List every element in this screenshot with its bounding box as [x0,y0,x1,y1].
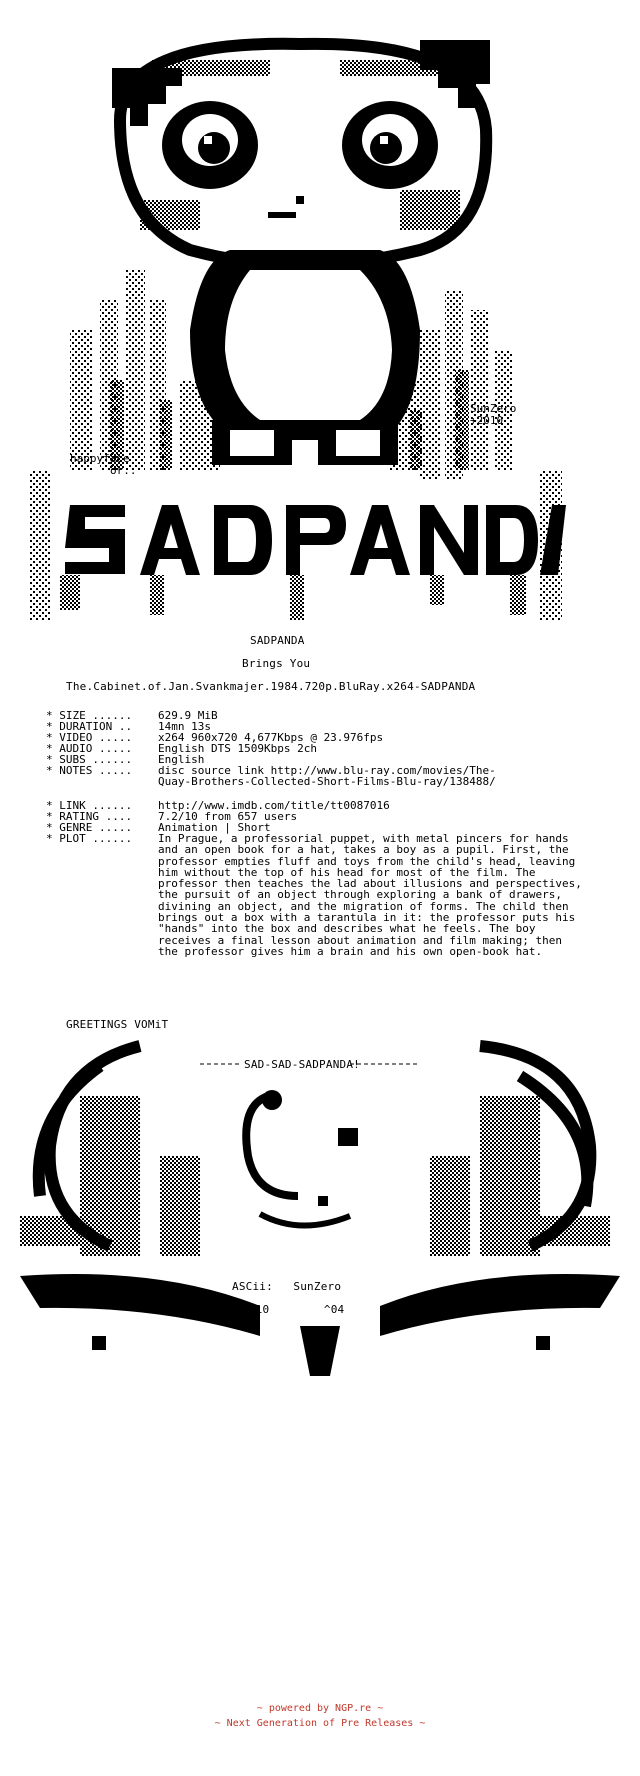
panda-mouth [268,196,304,218]
info-row: * RATING .... 7.2/10 from 657 users [46,810,298,823]
info-row: * PLOT ...... [46,832,133,845]
art-signature: SunZero +2010 [470,402,517,427]
spec-row: * NOTES ..... disc source link http://www.blu-ray.com/movies/The- [46,764,496,777]
octo-dither [20,1096,610,1256]
panda-eyes [162,101,438,189]
banner-text: SAD-SAD-SADPANDA! [244,1058,360,1071]
spec-row: * SIZE ...... 629.9 MiB [46,709,218,722]
panda-body [190,250,420,465]
greetings: GREETINGS VOMiT [66,1018,169,1031]
spec-row: * AUDIO ..... English DTS 1509Kbps 2ch [46,742,317,755]
footer-tagline: ~ Next Generation of Pre Releases ~ [214,1718,426,1729]
art-tagline: happyface or.. [70,452,137,477]
info-row: * GENRE ..... Animation | Short [46,821,271,834]
brings-you: Brings You [242,657,311,670]
spec-row: * DURATION .. 14mn 13s [46,720,211,733]
bottom-ascii-art [0,1036,640,1376]
ascii-credit: ASCii: SunZero [232,1280,342,1293]
info-row: * LINK ...... http://www.imdb.com/title/tt0087016 [46,799,390,812]
ascii-year: 2010 ^04 [242,1303,345,1316]
spec-row: * VIDEO ..... x264 960x720 4,677Kbps @ 23.976fps [46,731,384,744]
footer-powered: ~ powered by NGP.re ~ [256,1703,384,1714]
group-name: SADPANDA [250,634,305,647]
imdb-link[interactable]: http://www.imdb.com/title/tt0087016 [158,799,390,812]
spec-row: * SUBS ...... English [46,753,205,766]
logo-drips [60,575,526,620]
panda-ears [112,40,490,126]
sadpanda-logo [65,505,566,575]
octo-face [246,1090,358,1226]
spec-row: Quay-Brothers-Collected-Short-Films-Blu-ray/138488/ [158,775,496,788]
plot-text: In Prague, a professorial puppet, with metal pincers for hands and an open book for a hat, takes a boy as a pupil. First, the professor empties fluff and toys from the child's head, leaving him without the top of his head for most of the film. The professor then teaches the lad about illusions and perspectives, the pursuit of an object through exploring a bank of drawers, divining an object, and the migration of forms. The child then brings out a box with a tarantula in it: the professor puts his "hands" into the box and describes what he feels. The boy receives a final lesson about animation and film making; then the professor gives him a brain and his own open-book hat. [158,832,582,958]
release-name: The.Cabinet.of.Jan.Svankmajer.1984.720p.BluRay.x264-SADPANDA [66,680,476,693]
panda-ascii-art [0,0,640,680]
